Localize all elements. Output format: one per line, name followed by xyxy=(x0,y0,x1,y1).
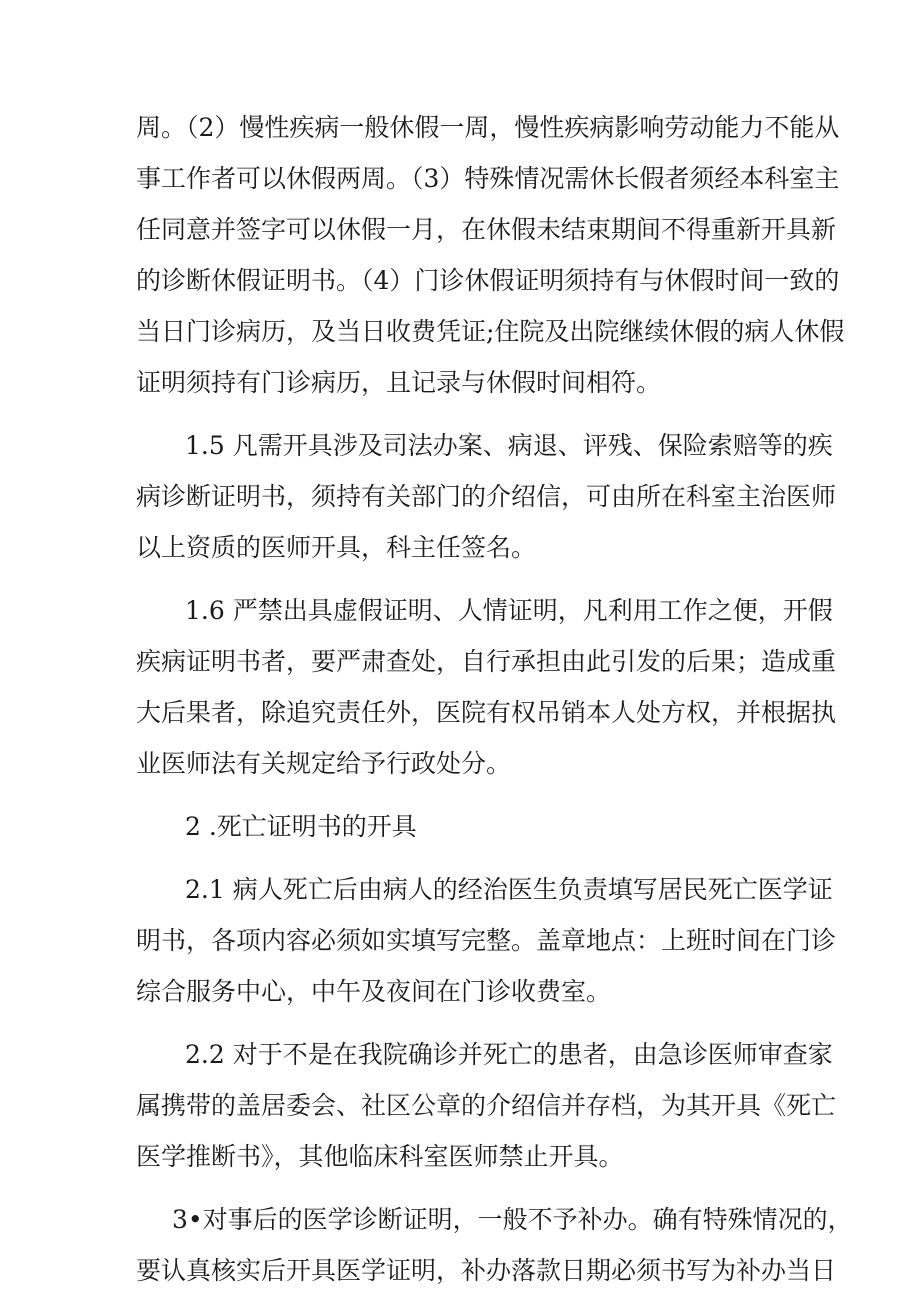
text-line: 1.6 严禁出具虚假证明、人情证明，凡利用工作之便，开假 xyxy=(185,596,833,625)
text-line: 以上资质的医师开具，科主任签名。 xyxy=(136,533,537,562)
text-line: 病诊断证明书，须持有关部门的介绍信，可由所在科室主治医师 xyxy=(136,482,837,511)
text-line: 当日门诊病历，及当日收费凭证;住院及出院继续休假的病人休假 xyxy=(136,317,845,346)
text-line: 医学推断书》，其他临床科室医师禁止开具。 xyxy=(136,1142,624,1171)
text-line: 大后果者，除追究责任外，医院有权吊销本人处方权，并根据执 xyxy=(136,698,837,727)
text-line: 综合服务中心，中午及夜间在门诊收费室。 xyxy=(136,977,612,1006)
text-line: 2.2 对于不是在我院确诊并死亡的患者，由急诊医师审查家 xyxy=(185,1040,833,1069)
text-line: 2.1 病人死亡后由病人的经治医生负责填写居民死亡医学证 xyxy=(185,875,833,904)
text-line: 事工作者可以休假两周。（3）特殊情况需休长假者须经本科室主 xyxy=(136,164,840,193)
text-line: 周。（2）慢性疾病一般休假一周，慢性疾病影响劳动能力不能从 xyxy=(136,113,840,142)
text-line: 的诊断休假证明书。（4）门诊休假证明须持有与休假时间一致的 xyxy=(136,266,840,295)
text-line: 属携带的盖居委会、社区公章的介绍信并存档，为其开具《死亡 xyxy=(136,1091,837,1120)
text-line: 疾病证明书者，要严肃查处，自行承担由此引发的后果；造成重 xyxy=(136,647,837,676)
text-line: 证明须持有门诊病历，且记录与休假时间相符。 xyxy=(136,368,662,397)
text-line: 要认真核实后开具医学证明，补办落款日期必须书写为补办当日 xyxy=(136,1256,837,1285)
section-heading: 2 .死亡证明书的开具 xyxy=(185,812,417,841)
text-line: 业医师法有关规定给予行政处分。 xyxy=(136,749,512,778)
text-line: 明书，各项内容必须如实填写完整。盖章地点：上班时间在门诊 xyxy=(136,926,837,955)
text-line: 1.5 凡需开具涉及司法办案、病退、评残、保险索赔等的疾 xyxy=(185,431,833,460)
text-line: 任同意并签字可以休假一月，在休假未结束期间不得重新开具新 xyxy=(136,215,837,244)
text-line: 3•对事后的医学诊断证明，一般不予补办。确有特殊情况的， xyxy=(172,1205,853,1234)
